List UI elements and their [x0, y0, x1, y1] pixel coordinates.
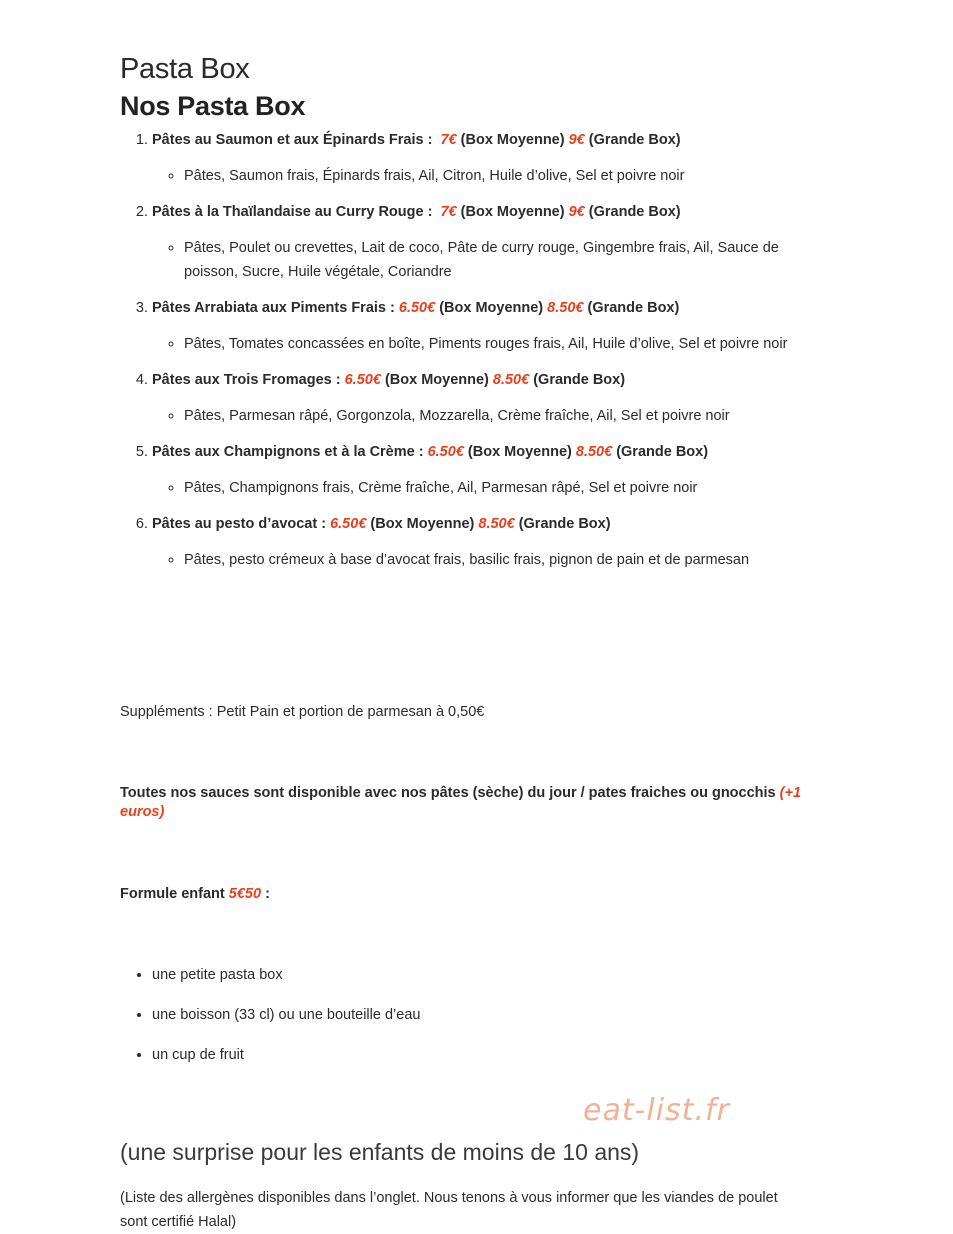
large-label: (Grande Box) — [587, 300, 680, 316]
ingredients: ◦ Pâtes, Champignons frais, Crème fraîche, Ail, Parmesan râpé, Sel et poivre noir — [184, 476, 800, 500]
price-large: 8.50€ — [478, 516, 515, 532]
sauces-extra: (+1 euros) — [120, 785, 802, 820]
item-name: Pâtes aux Trois Fromages : — [152, 372, 341, 388]
kids-formula-list — [120, 963, 420, 1083]
menu-item — [152, 296, 800, 356]
ingredients: ◦ Pâtes, Tomates concassées en boîte, Piments rouges frais, Ail, Huile d’olive, Sel et poivre noir — [184, 332, 800, 356]
item-name: Pâtes Arrabiata aux Piments Frais : — [152, 300, 395, 316]
ingredients-list — [152, 404, 800, 428]
ingredients: ◦ Pâtes, Saumon frais, Épinards frais, Ail, Citron, Huile d’olive, Sel et poivre noir — [184, 164, 800, 188]
menu-item-head — [152, 132, 681, 148]
price-medium: 6.50€ — [344, 372, 381, 388]
large-label: (Grande Box) — [616, 444, 709, 460]
ingredients: ◦ Pâtes, pesto crémeux à base d’avocat frais, basilic frais, pignon de pain et de parmesan — [184, 548, 800, 572]
item-name: Pâtes au pesto d’avocat : — [152, 516, 327, 532]
allergens-note: (Liste des allergènes disponibles dans l’onglet. Nous tenons à vous informer que les viandes de poulet sont certifié Halal) — [120, 1190, 778, 1230]
price-medium: 6.50€ — [398, 300, 436, 316]
price-large: 8.50€ — [575, 444, 613, 460]
price-large: 9€ — [568, 132, 585, 148]
pasta-menu-list — [120, 128, 800, 572]
menu-item-head — [152, 204, 681, 220]
price-large: 9€ — [568, 204, 585, 220]
ingredients: ◦ Pâtes, Parmesan râpé, Gorgonzola, Mozzarella, Crème fraîche, Ail, Sel et poivre noir — [184, 404, 800, 428]
menu-item — [152, 200, 800, 284]
formula-label: Formule enfant — [120, 886, 225, 902]
menu-item — [152, 440, 800, 500]
medium-label: (Box Moyenne) — [460, 132, 565, 148]
price-medium: 7€ — [440, 132, 457, 148]
medium-label: (Box Moyenne) — [384, 372, 489, 388]
ingredients-list — [152, 332, 800, 356]
large-label: (Grande Box) — [588, 132, 681, 148]
large-label: (Grande Box) — [533, 372, 626, 388]
ingredients: ◦ Pâtes, Poulet ou crevettes, Lait de coco, Pâte de curry rouge, Gingembre frais, Ail, Sauce de poisson, Sucre, Huile végétale, Coriandre — [184, 236, 800, 284]
ingredients-list — [152, 164, 800, 188]
surprise-text: (une surprise pour les enfants de moins de 10 ans) — [120, 1139, 640, 1165]
ingredients-list — [152, 236, 800, 284]
watermark-logo: eat-list.fr — [583, 1093, 730, 1128]
menu-item-head — [152, 444, 708, 460]
list-item: • une boisson (33 cl) ou une bouteille d’eau — [152, 1003, 420, 1027]
item-name: Pâtes au Saumon et aux Épinards Frais : — [152, 132, 433, 148]
price-large: 8.50€ — [547, 300, 584, 316]
sauces-text: Toutes nos sauces sont disponible avec nos pâtes (sèche) du jour / pates fraiches ou gnocchis — [120, 785, 776, 801]
medium-label: (Box Moyenne) — [460, 204, 565, 220]
menu-item — [152, 512, 800, 572]
supplements-text: Suppléments : Petit Pain et portion de parmesan à 0,50€ — [120, 704, 485, 720]
list-item: • une petite pasta box — [152, 963, 420, 987]
menu-item-head — [152, 516, 611, 532]
list-item: • un cup de fruit — [152, 1043, 420, 1067]
large-label: (Grande Box) — [518, 516, 611, 532]
large-label: (Grande Box) — [588, 204, 681, 220]
item-name: Pâtes à la Thaïlandaise au Curry Rouge : — [152, 204, 433, 220]
medium-label: (Box Moyenne) — [467, 444, 572, 460]
formula-price: 5€50 — [228, 886, 262, 902]
medium-label: (Box Moyenne) — [439, 300, 544, 316]
price-medium: 6.50€ — [330, 516, 367, 532]
price-medium: 6.50€ — [427, 444, 464, 460]
sauces-note — [120, 784, 810, 822]
menu-item-head — [152, 372, 625, 388]
ingredients-list — [152, 476, 800, 500]
ingredients-list — [152, 548, 800, 572]
kids-formula — [120, 882, 270, 906]
item-name: Pâtes aux Champignons et à la Crème : — [152, 444, 424, 460]
price-medium: 7€ — [440, 204, 457, 220]
menu-item — [152, 128, 800, 188]
menu-item-head — [152, 300, 679, 316]
section-title: Nos Pasta Box — [120, 91, 306, 121]
menu-item — [152, 368, 800, 428]
formula-suffix: : — [265, 886, 270, 902]
price-large: 8.50€ — [492, 372, 530, 388]
medium-label: (Box Moyenne) — [370, 516, 475, 532]
page-title: Pasta Box — [120, 53, 250, 85]
